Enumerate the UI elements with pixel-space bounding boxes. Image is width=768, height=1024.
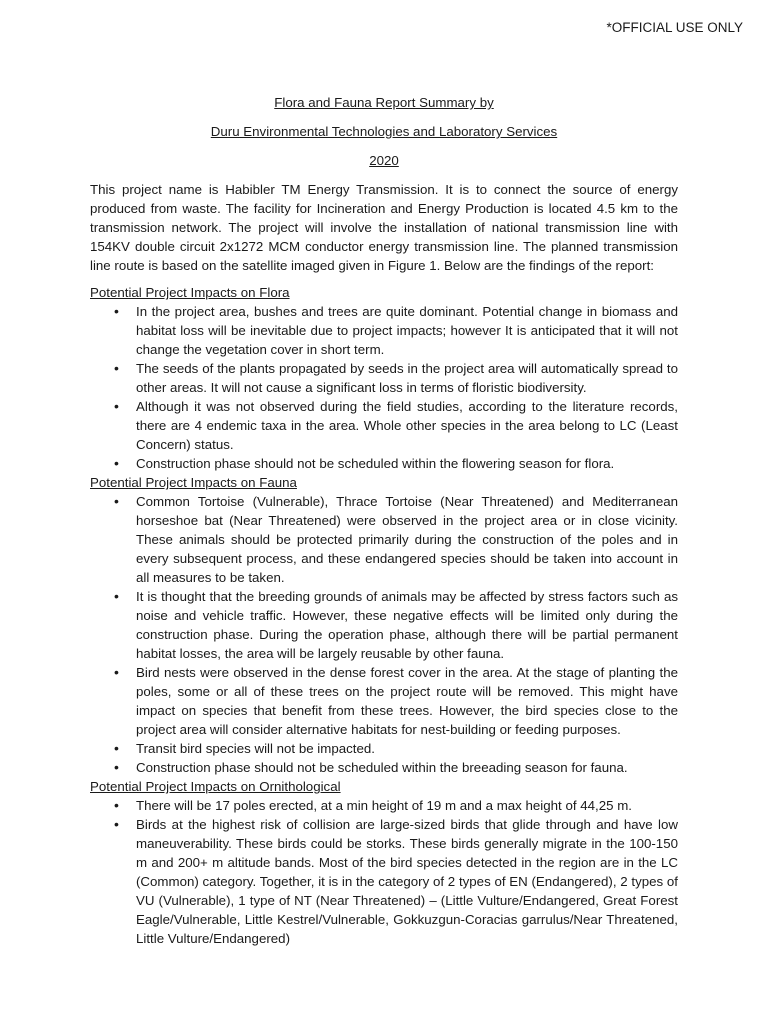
intro-paragraph: This project name is Habibler TM Energy Transmission. It is to connect the source of energy produced from waste. The facility for Incineration and Energy Production is located 4.5 km to the transmission network. The project will involve the installation of national transmission line with 154KV double circuit 2x1272 MCM conductor energy transmission line. The planned transmission line route is based on the satellite imaged given in Figure 1. Below are the findings of the report: — [90, 182, 678, 273]
list-item: • Birds at the highest risk of collision are large-sized birds that glide through and have low maneuverability. These birds could be storks. These birds generally migrate in the 100-150 m and 200+ m altitude bands. Most of the bird species detected in the region are in the LC (Common) category. Together, it is in the category of 2 types of EN (Endangered), 2 types of VU (Vulnerable), 1 type of NT (Near Threatened) – (Little Vulture/Endangered, Great Forest Eagle/Vulnerable, Little Kestrel/Vulnerable, Gokkuzgun-Coracias garrulus/Near Threatened, Little Vulture/Endangered) — [114, 816, 678, 946]
report-year: 2020 — [369, 153, 399, 168]
official-use-label: *OFFICIAL USE ONLY — [606, 20, 743, 35]
section-ornithological — [90, 777, 678, 948]
bullet-icon: • — [114, 360, 119, 376]
list-item: • Common Tortoise (Vulnerable), Thrace Tortoise (Near Threatened) and Mediterranean horseshoe bat (Near Threatened) were observed in the project area or in close vicinity. These animals should be protected primarily during the construction of the poles and in every subsequent process, and these endangered species should be taken into account in all measures to be taken. — [114, 493, 678, 585]
bullet-icon: • — [114, 797, 119, 813]
list-item: • It is thought that the breeding grounds of animals may be affected by stress factors such as noise and vehicle traffic. However, these negative effects will be limited only during the construction phase. During the operation phase, although there will be partial permanent habitat losses, the area will be largely reusable by other fauna. — [114, 588, 678, 661]
bullet-icon: • — [114, 493, 119, 509]
bullet-icon: • — [114, 303, 119, 319]
list-item: • The seeds of the plants propagated by seeds in the project area will automatically spread to other areas. It will not cause a significant loss in terms of floristic biodiversity. — [114, 360, 678, 395]
bullet-icon: • — [114, 455, 119, 471]
bullet-icon: • — [114, 664, 119, 680]
list-item: • Bird nests were observed in the dense forest cover in the area. At the stage of planting the poles, some or all of these trees on the project route will be removed. This might have impact on species that benefit from these trees. However, the bird species close to the project area will consider alternative habitats for nest-building or feeding purposes. — [114, 664, 678, 737]
section-heading-fauna: Potential Project Impacts on Fauna — [90, 475, 297, 490]
report-author: Duru Environmental Technologies and Laboratory Services — [210, 124, 558, 139]
bullet-icon: • — [114, 588, 119, 604]
fauna-list — [90, 492, 678, 777]
report-body — [90, 180, 678, 948]
list-item: • In the project area, bushes and trees are quite dominant. Potential change in biomass and habitat loss will be inevitable due to project impacts; however It is anticipated that it will not change the vegetation cover in short term. — [114, 303, 678, 357]
list-item: • Construction phase should not be scheduled within the breeading season for fauna. — [114, 759, 628, 775]
flora-list — [90, 302, 678, 473]
list-item: • There will be 17 poles erected, at a min height of 19 m and a max height of 44,25 m. — [114, 797, 632, 813]
list-item: • Although it was not observed during the field studies, according to the literature records, there are 4 endemic taxa in the area. Whole other species in the area belong to LC (Least Concern) status. — [114, 398, 678, 452]
section-fauna — [90, 473, 678, 777]
bullet-icon: • — [114, 740, 119, 756]
bullet-icon: • — [114, 398, 119, 414]
bullet-icon: • — [114, 816, 119, 832]
report-title: Flora and Fauna Report Summary by — [274, 95, 494, 110]
list-item: • Construction phase should not be scheduled within the flowering season for flora. — [114, 455, 615, 471]
bullet-icon: • — [114, 759, 119, 775]
list-item: • Transit bird species will not be impacted. — [114, 740, 375, 756]
section-flora — [90, 283, 678, 473]
section-heading-flora: Potential Project Impacts on Flora — [90, 285, 290, 300]
section-heading-ornithological: Potential Project Impacts on Ornithological — [90, 779, 341, 794]
ornithological-list — [90, 796, 678, 948]
